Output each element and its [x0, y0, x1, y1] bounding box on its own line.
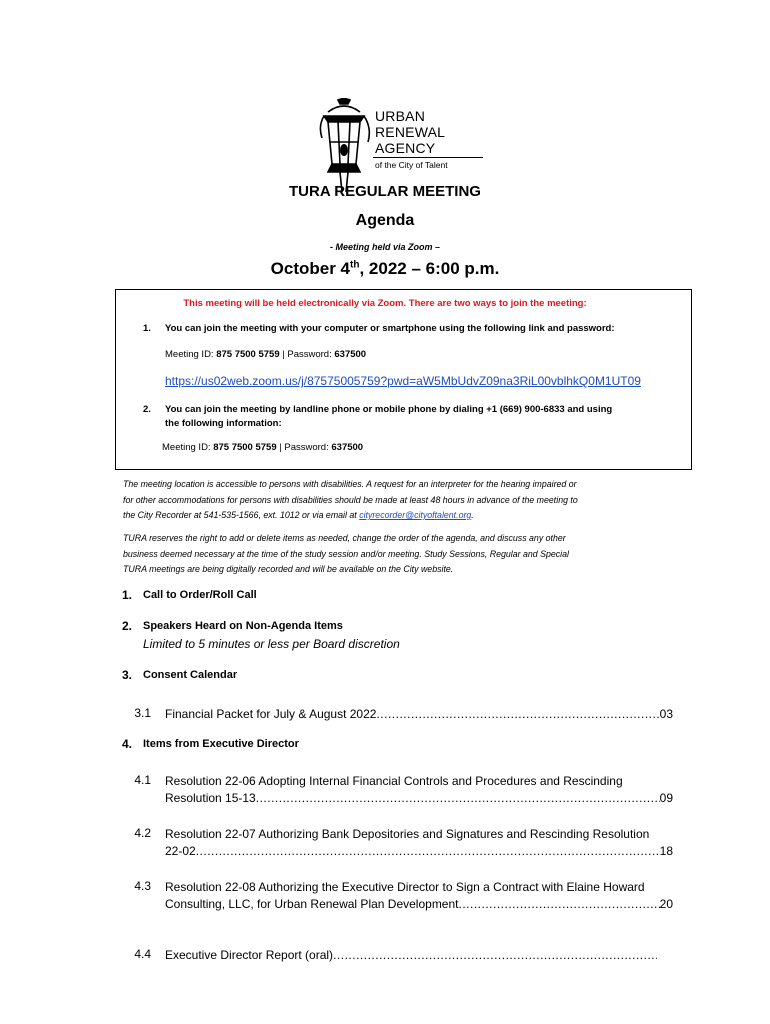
- item-page: 03: [659, 707, 673, 721]
- logo-line-3: AGENCY: [375, 140, 436, 156]
- item-text-line1: Resolution 22-07 Authorizing Bank Depositories and Signatures and Rescinding Resolution: [165, 827, 650, 841]
- item-text-line1: Resolution 22-06 Adopting Internal Financial Controls and Procedures and Rescinding: [165, 774, 623, 788]
- section-number: 4.: [122, 737, 133, 751]
- meeting-id: 875 7500 5759: [213, 442, 277, 453]
- item-number: 4.4: [134, 947, 151, 961]
- notice-line: TURA reserves the right to add or delete items as needed, change the order of the agenda, and discuss any other: [123, 533, 566, 543]
- meeting-title: TURA REGULAR MEETING: [289, 183, 481, 200]
- item-text: Consulting, LLC, for Urban Renewal Plan Development: [165, 897, 459, 911]
- password: 637500: [334, 349, 367, 360]
- password-label: | Password:: [279, 349, 335, 360]
- password-label: | Password:: [276, 442, 332, 453]
- item-text: Executive Director Report (oral): [165, 948, 334, 962]
- section-title-call-to-order: Call to Order/Roll Call: [143, 589, 257, 601]
- notice-line: The meeting location is accessible to persons with disabilities. A request for an interpreter for the hearing impaired or: [123, 479, 577, 489]
- leader-line: [165, 896, 673, 913]
- leader-line: [165, 947, 657, 964]
- agenda-item-4-2: [165, 826, 673, 860]
- accessibility-notice: [123, 477, 668, 524]
- notice-line: business deemed necessary at the time of the study session and/or meeting. Study Sessions, Regular and Special: [123, 548, 569, 559]
- notice-end: .: [471, 510, 474, 520]
- date-suffix: , 2022 – 6:00 p.m.: [359, 259, 500, 278]
- item-text: 22-02: [165, 844, 196, 858]
- notice-text: the City Recorder at 541-535-1566, ext. 1012 or via email at: [123, 510, 360, 520]
- item-number: 4.2: [134, 826, 151, 840]
- password: 637500: [331, 442, 364, 453]
- section-title-speakers: Speakers Heard on Non-Agenda Items: [143, 620, 343, 632]
- agenda-item-4-1: [165, 773, 673, 807]
- notice-line: [123, 508, 668, 524]
- item-page: 20: [659, 897, 673, 911]
- option2-text-line2: the following information:: [165, 418, 282, 429]
- item-text: Financial Packet for July & August 2022: [165, 707, 377, 721]
- meeting-id: 875 7500 5759: [216, 349, 280, 360]
- meeting-id-label: Meeting ID:: [162, 442, 214, 453]
- lantern-logo-icon: [318, 98, 374, 192]
- agenda-item-4-4: [165, 947, 657, 964]
- logo-divider: [373, 157, 483, 158]
- option1-text: You can join the meeting with your computer or smartphone using the following link and password:: [165, 323, 615, 334]
- notice-line: for other accommodations for persons with disabilities should be made at least 48 hours in advance of the meeting to: [123, 494, 578, 505]
- option1-number: 1.: [143, 323, 151, 334]
- logo-line-1: URBAN: [375, 108, 426, 124]
- item-text-line1: Resolution 22-08 Authorizing the Executive Director to Sign a Contract with Elaine Howard: [165, 880, 645, 894]
- leader-line: [165, 790, 673, 807]
- join-intro: This meeting will be held electronically via Zoom. There are two ways to join the meeting:: [183, 298, 587, 309]
- date-prefix: October 4: [270, 259, 351, 278]
- rights-notice: [123, 531, 668, 578]
- zoom-link[interactable]: https://us02web.zoom.us/j/87575005759?pwd=aW5MbUdvZ09na3RiL00vblhkQ0M1UT09: [165, 374, 641, 388]
- option2-meeting-info: [162, 442, 363, 453]
- meeting-date: [0, 259, 770, 279]
- section-title-consent-calendar: Consent Calendar: [143, 669, 238, 681]
- leader-line: [165, 706, 673, 723]
- section-number: 2.: [122, 619, 133, 633]
- agenda-item-3-1: [165, 706, 673, 723]
- section-number: 3.: [122, 668, 133, 682]
- leader-line: [165, 843, 673, 860]
- item-page: 18: [659, 844, 673, 858]
- meeting-id-label: Meeting ID:: [165, 349, 217, 360]
- agenda-heading: Agenda: [355, 212, 415, 229]
- logo-subline: of the City of Talent: [375, 160, 448, 170]
- section-number: 1.: [122, 588, 133, 602]
- item-page: 09: [659, 791, 673, 805]
- agenda-item-4-3: [165, 879, 673, 913]
- section-subtitle: Limited to 5 minutes or less per Board discretion: [143, 637, 400, 651]
- option2-number: 2.: [143, 404, 151, 415]
- item-text: Resolution 15-13: [165, 791, 256, 805]
- logo-line-2: RENEWAL: [375, 124, 446, 140]
- section-title-executive-director: Items from Executive Director: [143, 738, 299, 750]
- recorder-email-link[interactable]: cityrecorder@cityoftalent.org: [359, 510, 472, 520]
- item-number: 4.3: [134, 879, 151, 893]
- zoom-note: - Meeting held via Zoom –: [329, 242, 440, 252]
- item-number: 3.1: [134, 706, 151, 720]
- item-number: 4.1: [134, 773, 151, 787]
- date-suffix-sup: th: [350, 259, 360, 271]
- option1-meeting-info: [165, 349, 366, 360]
- notice-line: TURA meetings are being digitally recorded and will be available on the City website.: [123, 564, 454, 574]
- option2-text-line1: You can join the meeting by landline phone or mobile phone by dialing +1 (669) 900-6833 and using: [165, 404, 613, 415]
